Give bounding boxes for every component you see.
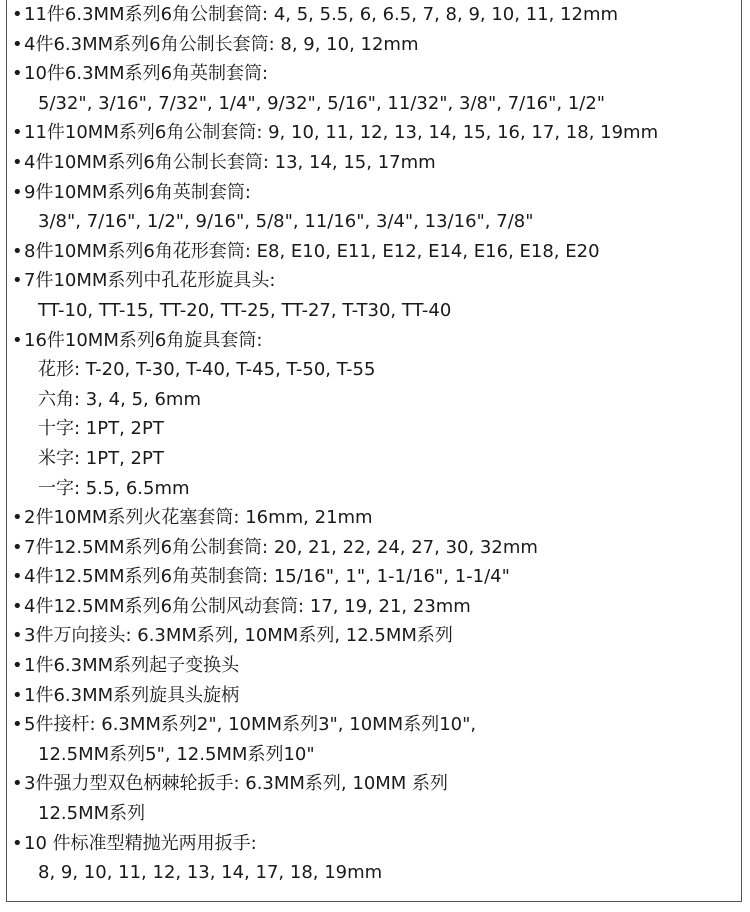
list-item: • 9件10MM系列6角英制套筒: — [26, 178, 736, 208]
list-item-continuation: 5/32", 3/16", 7/32", 1/4", 9/32", 5/16", 11/32", 3/8", 7/16", 1/2" — [38, 92, 606, 114]
list-item: • 8件10MM系列6角花形套筒: E8, E10, E11, E12, E14, E16, E18, E20 — [26, 237, 736, 267]
list-item-continuation: 12.5MM系列5", 12.5MM系列10" — [38, 743, 315, 765]
list-item: • 3件强力型双色柄棘轮扳手: 6.3MM系列, 10MM 系列 — [26, 769, 736, 799]
list-item: • 10 件标准型精抛光两用扳手: — [26, 829, 736, 859]
list-item: • 4件12.5MM系列6角公制风动套筒: 17, 19, 21, 23mm — [26, 592, 736, 622]
list-item: • 16件10MM系列6角旋具套筒: — [26, 326, 736, 356]
list-item-continuation: 3/8", 7/16", 1/2", 9/16", 5/8", 11/16", 3/4", 13/16", 7/8" — [38, 211, 534, 233]
list-item-continuation: 十字: 1PT, 2PT — [38, 418, 164, 440]
list-item: • 7件10MM系列中孔花形旋具头: — [26, 266, 736, 296]
list-item: • 2件10MM系列火花塞套筒: 16mm, 21mm — [26, 503, 736, 533]
list-item: • 4件12.5MM系列6角英制套筒: 15/16", 1", 1-1/16", 1-1/4" — [26, 562, 736, 592]
list-item-continuation: 12.5MM系列 — [38, 803, 146, 825]
list-item: • 4件6.3MM系列6角公制长套筒: 8, 9, 10, 12mm — [26, 30, 736, 60]
spec-list — [26, 0, 736, 888]
list-item: • 5件接杆: 6.3MM系列2", 10MM系列3", 10MM系列10", — [26, 710, 736, 740]
list-item: • 1件6.3MM系列起子变换头 — [26, 651, 736, 681]
list-item: • 7件12.5MM系列6角公制套筒: 20, 21, 22, 24, 27, 30, 32mm — [26, 533, 736, 563]
list-item-continuation: TT-10, TT-15, TT-20, TT-25, TT-27, T-T30, TT-40 — [38, 299, 452, 321]
list-item-continuation: 米字: 1PT, 2PT — [38, 447, 164, 469]
list-item-continuation: 8, 9, 10, 11, 12, 13, 14, 17, 18, 19mm — [38, 862, 383, 884]
list-item: • 4件10MM系列6角公制长套筒: 13, 14, 15, 17mm — [26, 148, 736, 178]
list-item-continuation: 六角: 3, 4, 5, 6mm — [38, 388, 201, 410]
list-item: • 11件10MM系列6角公制套筒: 9, 10, 11, 12, 13, 14, 15, 16, 17, 18, 19mm — [26, 118, 736, 148]
list-item: • 10件6.3MM系列6角英制套筒: — [26, 59, 736, 89]
list-item: • 11件6.3MM系列6角公制套筒: 4, 5, 5.5, 6, 6.5, 7, 8, 9, 10, 11, 12mm — [26, 0, 736, 30]
list-item-continuation: 一字: 5.5, 6.5mm — [38, 477, 190, 499]
list-item-continuation: 花形: T-20, T-30, T-40, T-45, T-50, T-55 — [38, 359, 376, 381]
list-item: • 1件6.3MM系列旋具头旋柄 — [26, 681, 736, 711]
list-item: • 3件万向接头: 6.3MM系列, 10MM系列, 12.5MM系列 — [26, 621, 736, 651]
